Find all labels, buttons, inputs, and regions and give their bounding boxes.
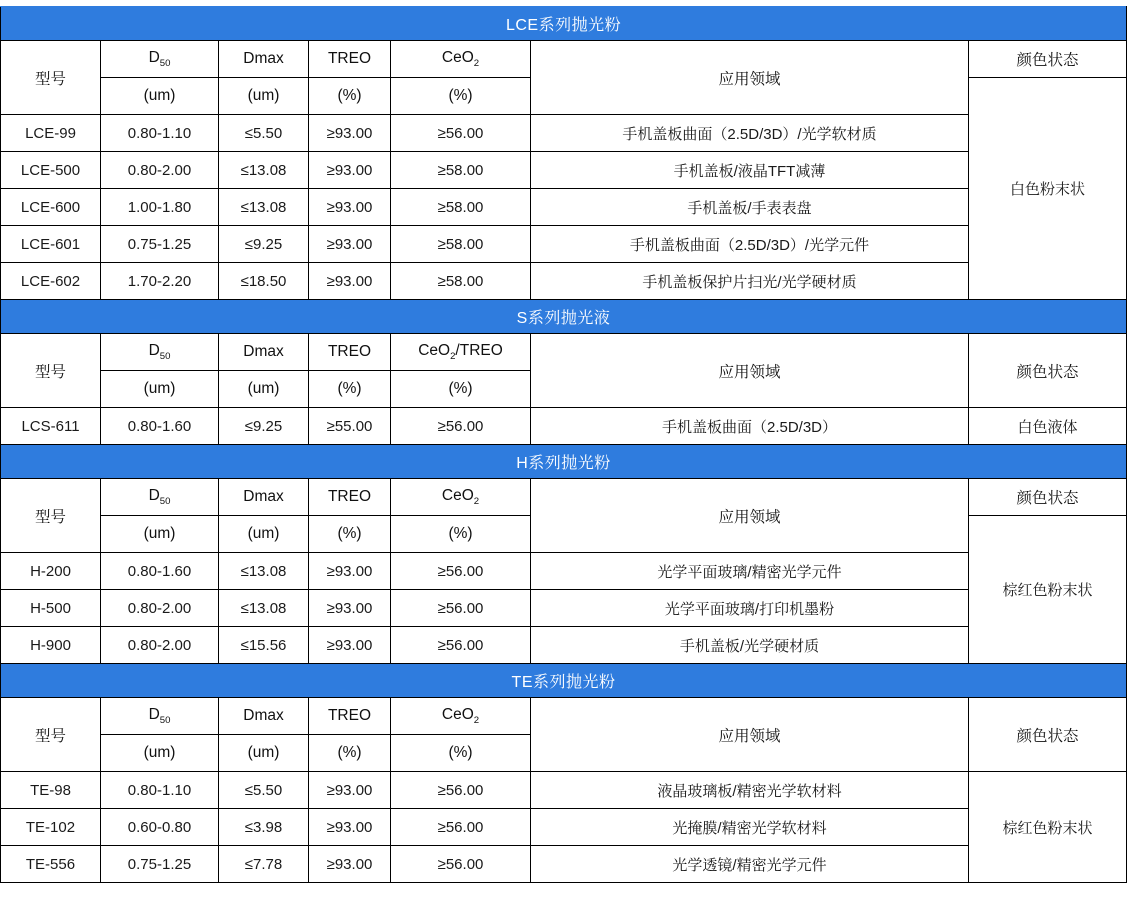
header-ceo2-unit: (%) [391, 78, 531, 115]
cell-model: LCE-601 [1, 226, 101, 263]
header-row-1 [1, 41, 1127, 78]
cell-treo: ≥93.00 [309, 115, 391, 152]
d50-label: D [148, 705, 160, 723]
header-dmax: Dmax [219, 334, 309, 371]
cell-d50: 0.75-1.25 [101, 846, 219, 883]
header-color-state: 颜色状态 [969, 41, 1127, 78]
cell-application: 液晶玻璃板/精密光学软材料 [531, 772, 969, 809]
section-banner-row [1, 300, 1127, 334]
cell-color-state: 白色粉末状 [969, 78, 1127, 300]
header-treo-unit: (%) [309, 516, 391, 553]
header-d50 [101, 334, 219, 371]
cell-d50: 1.00-1.80 [101, 189, 219, 226]
cell-d50: 0.80-2.00 [101, 590, 219, 627]
section-banner-row [1, 445, 1127, 479]
header-row-1 [1, 479, 1127, 516]
header-treo: TREO [309, 698, 391, 735]
header-dmax-unit: (um) [219, 735, 309, 772]
d50-label: D [148, 48, 160, 66]
header-color-state: 颜色状态 [969, 479, 1127, 516]
header-d50-unit: (um) [101, 735, 219, 772]
header-dmax-unit: (um) [219, 371, 309, 408]
d50-subscript: 50 [159, 351, 171, 363]
header-dmax: Dmax [219, 698, 309, 735]
table-row [1, 115, 1127, 152]
cell-treo: ≥93.00 [309, 226, 391, 263]
header-row-1 [1, 334, 1127, 371]
cell-d50: 0.80-1.60 [101, 408, 219, 445]
header-d50-unit: (um) [101, 371, 219, 408]
header-model: 型号 [1, 334, 101, 408]
cell-d50: 0.80-1.10 [101, 772, 219, 809]
cell-d50: 0.80-1.10 [101, 115, 219, 152]
cell-ceo2: ≥58.00 [391, 263, 531, 300]
cell-dmax: ≤9.25 [219, 226, 309, 263]
ceo2-label: CeO [441, 486, 474, 504]
cell-dmax: ≤5.50 [219, 115, 309, 152]
polishing-products-spec-table [0, 6, 1127, 883]
cell-ceo2: ≥56.00 [391, 553, 531, 590]
cell-model: TE-98 [1, 772, 101, 809]
table-row [1, 809, 1127, 846]
header-dmax-unit: (um) [219, 78, 309, 115]
cell-dmax: ≤13.08 [219, 189, 309, 226]
header-row-1 [1, 698, 1127, 735]
section-title: H系列抛光粉 [1, 445, 1127, 479]
header-application: 应用领域 [531, 41, 969, 115]
cell-model: TE-102 [1, 809, 101, 846]
cell-d50: 0.75-1.25 [101, 226, 219, 263]
cell-color-state: 棕红色粉末状 [969, 516, 1127, 664]
cell-treo: ≥55.00 [309, 408, 391, 445]
cell-treo: ≥93.00 [309, 553, 391, 590]
cell-application: 光学透镜/精密光学元件 [531, 846, 969, 883]
table-row [1, 772, 1127, 809]
ceo2-subscript: 2 [473, 715, 480, 727]
section-banner-row [1, 7, 1127, 41]
cell-ceo2: ≥56.00 [391, 627, 531, 664]
table-row [1, 152, 1127, 189]
cell-application: 光学平面玻璃/精密光学元件 [531, 553, 969, 590]
cell-ceo2: ≥58.00 [391, 189, 531, 226]
header-d50 [101, 41, 219, 78]
ceo2-subscript: 2 [473, 58, 480, 70]
cell-ceo2: ≥56.00 [391, 408, 531, 445]
header-ceo2 [391, 698, 531, 735]
cell-application: 手机盖板曲面（2.5D/3D） [531, 408, 969, 445]
cell-dmax: ≤13.08 [219, 152, 309, 189]
cell-treo: ≥93.00 [309, 263, 391, 300]
cell-dmax: ≤9.25 [219, 408, 309, 445]
header-application: 应用领域 [531, 698, 969, 772]
header-model: 型号 [1, 41, 101, 115]
ceo2-label-suffix: /TREO [455, 341, 503, 359]
cell-d50: 0.80-2.00 [101, 152, 219, 189]
cell-model: LCE-99 [1, 115, 101, 152]
header-model: 型号 [1, 698, 101, 772]
cell-application: 光掩膜/精密光学软材料 [531, 809, 969, 846]
cell-application: 手机盖板/光学硬材质 [531, 627, 969, 664]
header-treo: TREO [309, 479, 391, 516]
cell-d50: 0.80-2.00 [101, 627, 219, 664]
cell-ceo2: ≥56.00 [391, 846, 531, 883]
cell-treo: ≥93.00 [309, 590, 391, 627]
header-dmax-unit: (um) [219, 516, 309, 553]
header-color-state: 颜色状态 [969, 698, 1127, 772]
header-d50-unit: (um) [101, 78, 219, 115]
header-ceo2-unit: (%) [391, 735, 531, 772]
cell-model: LCE-600 [1, 189, 101, 226]
cell-ceo2: ≥56.00 [391, 772, 531, 809]
d50-subscript: 50 [159, 715, 171, 727]
cell-application: 手机盖板曲面（2.5D/3D）/光学软材质 [531, 115, 969, 152]
cell-dmax: ≤13.08 [219, 590, 309, 627]
cell-ceo2: ≥56.00 [391, 115, 531, 152]
cell-ceo2: ≥56.00 [391, 809, 531, 846]
cell-treo: ≥93.00 [309, 189, 391, 226]
d50-subscript: 50 [159, 496, 171, 508]
spec-table-body [1, 7, 1127, 883]
cell-dmax: ≤13.08 [219, 553, 309, 590]
section-title: LCE系列抛光粉 [1, 7, 1127, 41]
ceo2-label: CeO [441, 705, 474, 723]
cell-dmax: ≤15.56 [219, 627, 309, 664]
table-row [1, 226, 1127, 263]
cell-application: 手机盖板/手表表盘 [531, 189, 969, 226]
header-application: 应用领域 [531, 479, 969, 553]
header-treo: TREO [309, 41, 391, 78]
header-ceo2 [391, 479, 531, 516]
cell-color-state: 白色液体 [969, 408, 1127, 445]
header-d50 [101, 479, 219, 516]
cell-dmax: ≤18.50 [219, 263, 309, 300]
header-d50 [101, 698, 219, 735]
header-ceo2 [391, 41, 531, 78]
ceo2-subscript: 2 [450, 351, 456, 363]
cell-model: LCE-602 [1, 263, 101, 300]
table-row [1, 408, 1127, 445]
header-application: 应用领域 [531, 334, 969, 408]
cell-application: 手机盖板保护片扫光/光学硬材质 [531, 263, 969, 300]
cell-application: 手机盖板曲面（2.5D/3D）/光学元件 [531, 226, 969, 263]
table-row [1, 189, 1127, 226]
cell-ceo2: ≥56.00 [391, 590, 531, 627]
d50-subscript: 50 [159, 58, 171, 70]
cell-model: LCS-611 [1, 408, 101, 445]
d50-label: D [148, 341, 160, 359]
header-dmax: Dmax [219, 41, 309, 78]
cell-treo: ≥93.00 [309, 846, 391, 883]
cell-treo: ≥93.00 [309, 627, 391, 664]
cell-dmax: ≤7.78 [219, 846, 309, 883]
cell-model: H-500 [1, 590, 101, 627]
section-title: S系列抛光液 [1, 300, 1127, 334]
cell-ceo2: ≥58.00 [391, 226, 531, 263]
table-row [1, 590, 1127, 627]
table-row [1, 263, 1127, 300]
ceo2-subscript: 2 [473, 496, 480, 508]
d50-label: D [148, 486, 160, 504]
cell-dmax: ≤5.50 [219, 772, 309, 809]
cell-ceo2: ≥58.00 [391, 152, 531, 189]
cell-d50: 0.80-1.60 [101, 553, 219, 590]
header-treo-unit: (%) [309, 735, 391, 772]
cell-treo: ≥93.00 [309, 809, 391, 846]
table-row [1, 846, 1127, 883]
cell-treo: ≥93.00 [309, 772, 391, 809]
cell-application: 光学平面玻璃/打印机墨粉 [531, 590, 969, 627]
cell-model: H-200 [1, 553, 101, 590]
header-treo-unit: (%) [309, 371, 391, 408]
header-dmax: Dmax [219, 479, 309, 516]
header-treo: TREO [309, 334, 391, 371]
section-banner-row [1, 664, 1127, 698]
cell-d50: 0.60-0.80 [101, 809, 219, 846]
cell-treo: ≥93.00 [309, 152, 391, 189]
header-model: 型号 [1, 479, 101, 553]
section-title: TE系列抛光粉 [1, 664, 1127, 698]
ceo2-label: CeO [441, 48, 474, 66]
ceo2-label: CeO [418, 341, 451, 359]
cell-model: TE-556 [1, 846, 101, 883]
cell-model: LCE-500 [1, 152, 101, 189]
header-color-state: 颜色状态 [969, 334, 1127, 408]
cell-application: 手机盖板/液晶TFT减薄 [531, 152, 969, 189]
header-d50-unit: (um) [101, 516, 219, 553]
cell-d50: 1.70-2.20 [101, 263, 219, 300]
cell-model: H-900 [1, 627, 101, 664]
header-treo-unit: (%) [309, 78, 391, 115]
cell-dmax: ≤3.98 [219, 809, 309, 846]
table-row [1, 553, 1127, 590]
cell-color-state: 棕红色粉末状 [969, 772, 1127, 883]
header-ceo2-unit: (%) [391, 371, 531, 408]
header-ceo2-unit: (%) [391, 516, 531, 553]
header-ceo2 [391, 334, 531, 371]
table-row [1, 627, 1127, 664]
